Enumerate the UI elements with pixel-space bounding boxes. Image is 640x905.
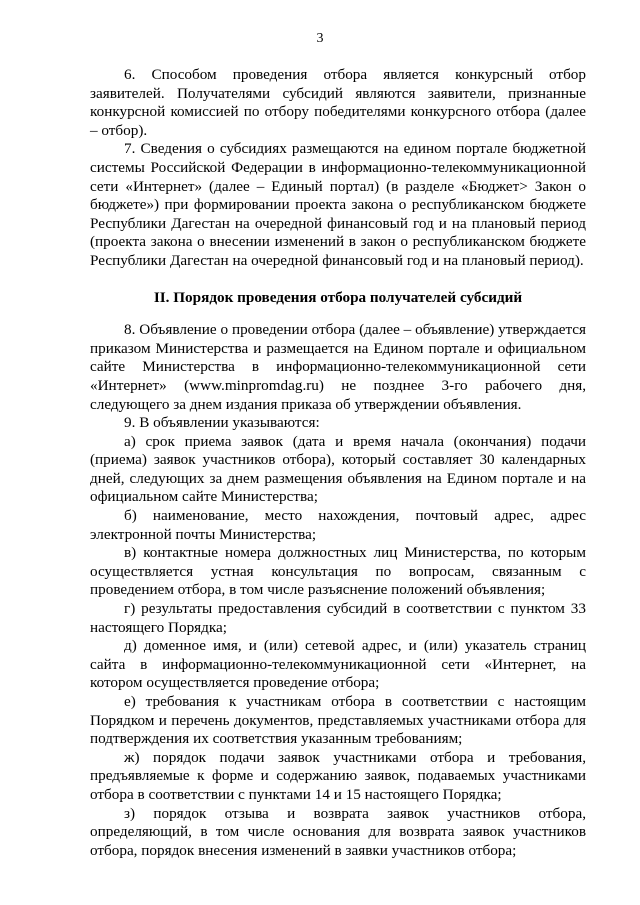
list-item-g: г) результаты предоставления субсидий в соответствии с пунктом 33 настоящего Порядка;: [90, 600, 586, 636]
list-item-b: б) наименование, место нахождения, почтовый адрес, адрес электронной почты Министерства;: [90, 507, 586, 543]
list-item-d: д) доменное имя, и (или) сетевой адрес, и (или) указатель страниц сайта в информационно-телекоммуникационной сети «Интернет, на котором осуществляется проведение отбора;: [90, 637, 586, 692]
list-item-z: з) порядок отзыва и возврата заявок участников отбора, определяющий, в том числе основания для возврата заявок участников отбора, порядок внесения изменений в заявки участников отбора;: [90, 804, 586, 859]
list-item-zh: ж) порядок подачи заявок участниками отбора и требования, предъявляемые к форме и содержанию заявок, подаваемых участниками отбора в соответствии с пунктами 14 и 15 настоящего Порядка;: [90, 748, 586, 803]
document-body: [90, 66, 586, 860]
page-number: 3: [316, 31, 324, 46]
list-item-v: в) контактные номера должностных лиц Министерства, по которым осуществляется устная консультация по вопросам, связанным с проведением отбора, в том числе разъяснение положений объявления;: [90, 544, 586, 599]
paragraph-6: 6. Способом проведения отбора является конкурсный отбор заявителей. Получателями субсидий являются заявители, признанные конкурсной комиссией по отбору победителями конкурсного отбора (далее – отбор).: [90, 66, 586, 139]
paragraph-9: 9. В объявлении указываются:: [124, 414, 320, 432]
list-item-a: а) срок приема заявок (дата и время начала (окончания) подачи (приема) заявок участников отбора), который составляет 30 календарных дней, следующих за днем размещения объявления на Едином портале и на официальном сайте Министерства;: [90, 432, 586, 506]
paragraph-7: 7. Сведения о субсидиях размещаются на едином портале бюджетной системы Российской Федерации в информационно-телекоммуникационной сети «Интернет» (далее – Единый портал) (в разделе «Бюджет> Закон о бюджете») при формировании проекта закона о республиканском бюджете Республики Дагестан на очередной финансовый год и на плановый период (проекта закона о внесении изменений в закон о республиканском бюджете Республики Дагестан на очередной финансовый год и на плановый период).: [90, 140, 586, 269]
list-item-e: е) требования к участникам отбора в соответствии с настоящим Порядком и перечень документов, представляемых участниками отбора для подтверждения их соответствия указанным требованиям;: [90, 693, 586, 748]
paragraph-8: 8. Объявление о проведении отбора (далее – объявление) утверждается приказом Министерства и размещается на Едином портале и официальном сайте Министерства в информационно-телекоммуникационной сети «Интернет» (www.minpromdag.ru) не позднее 3-го рабочего дня, следующего за днем издания приказа об утверждении объявления.: [90, 321, 586, 413]
section-heading: II. Порядок проведения отбора получателей субсидий: [153, 288, 523, 306]
